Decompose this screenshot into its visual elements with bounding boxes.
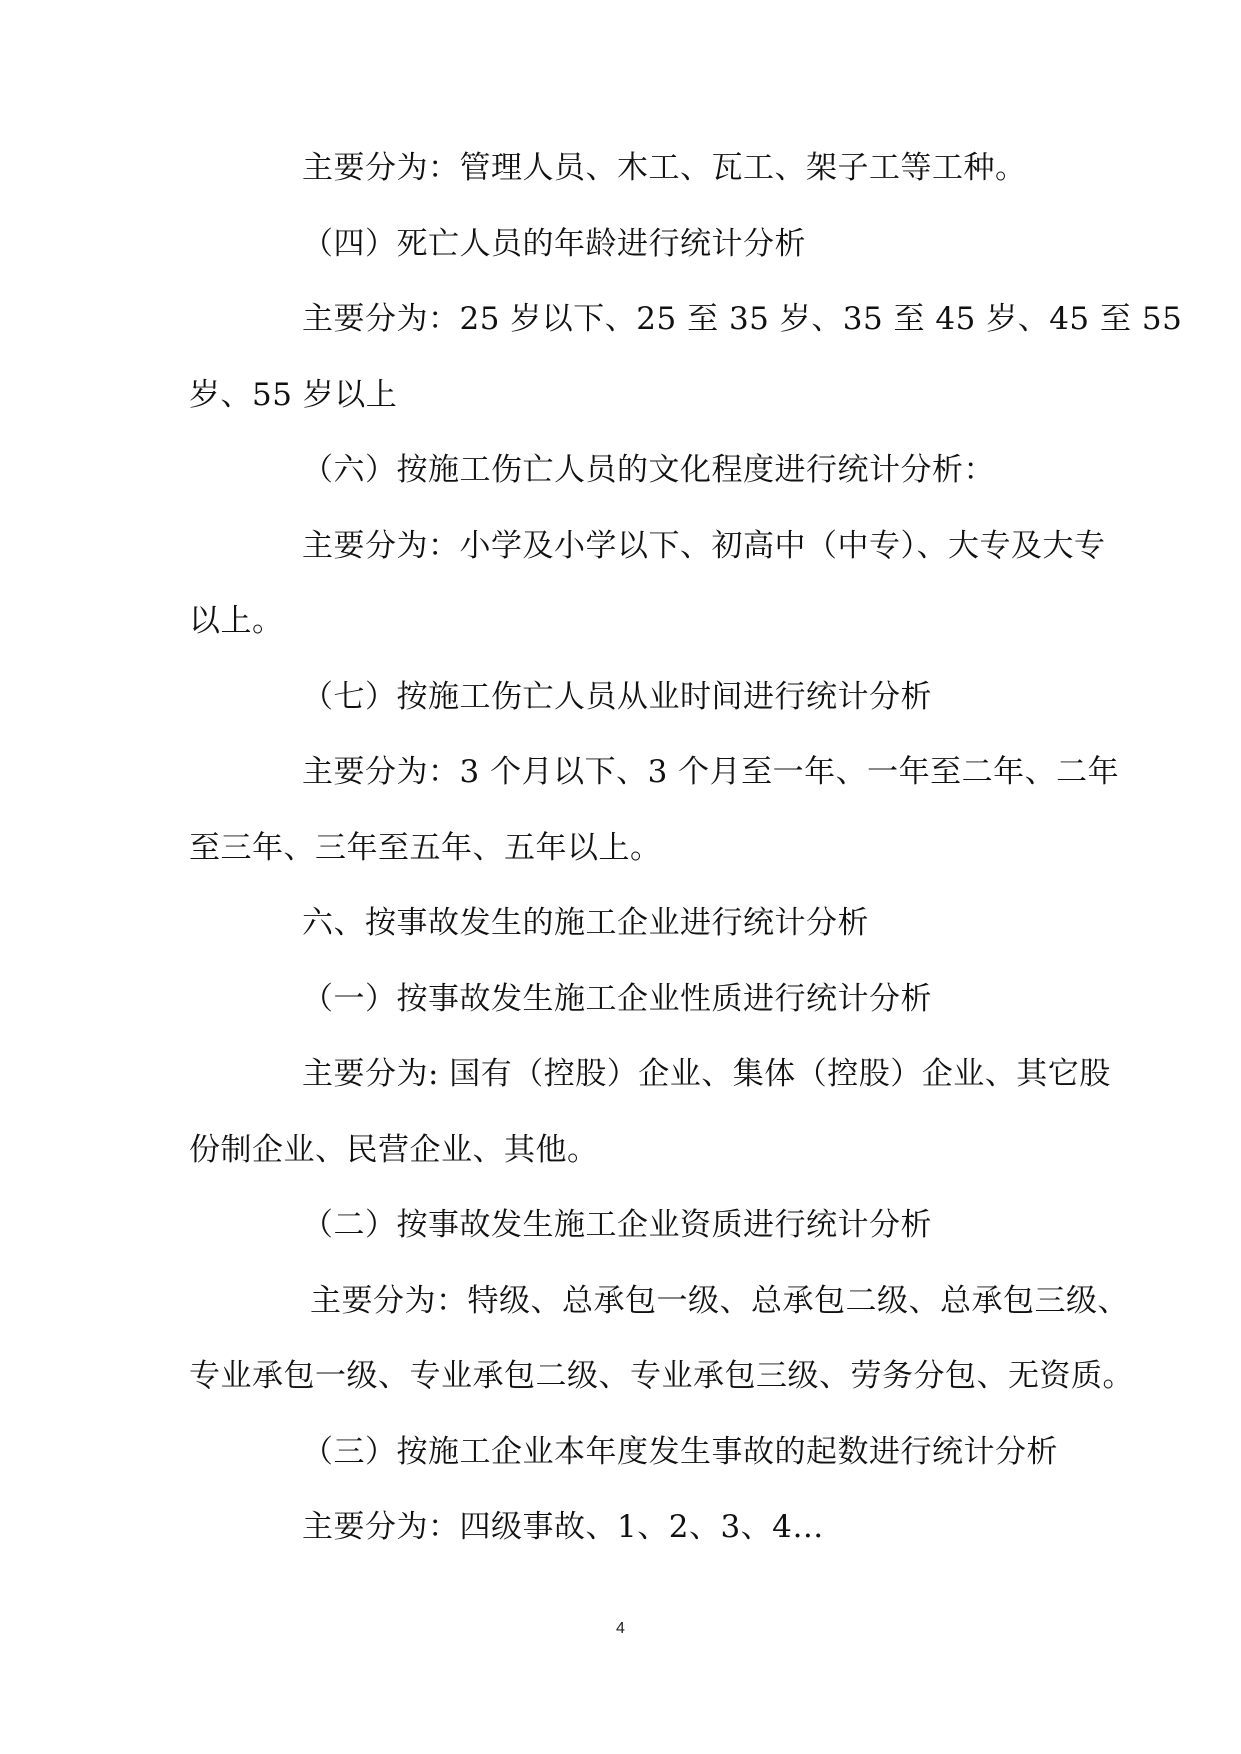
text-line-3: 主要分为：25 岁以下、25 至 35 岁、35 至 45 岁、45 至 55 <box>302 301 1183 337</box>
section-heading-6: （六）按施工伤亡人员的文化程度进行统计分析： <box>302 452 995 488</box>
text-line-14: 份制企业、民营企业、其他。 <box>189 1132 599 1168</box>
text-line-4: 岁、55 岁以上 <box>189 377 398 413</box>
text-line-9: 主要分为：3 个月以下、3 个月至一年、一年至二年、二年 <box>302 754 1120 790</box>
page-number: 4 <box>616 1620 625 1637</box>
text-line-6: 主要分为：小学及小学以下、初高中（中专）、大专及大专 <box>302 528 1106 564</box>
chapter-heading-6: 六、按事故发生的施工企业进行统计分析 <box>302 905 869 941</box>
section-heading-2: （二）按事故发生施工企业资质进行统计分析 <box>302 1207 932 1243</box>
text-line-10: 至三年、三年至五年、五年以上。 <box>189 830 662 866</box>
text-line-13: 主要分为: 国有（控股）企业、集体（控股）企业、其它股 <box>302 1056 1111 1092</box>
text-line-17: 专业承包一级、专业承包二级、专业承包三级、劳务分包、无资质。 <box>189 1358 1134 1394</box>
text-line-16: 主要分为：特级、总承包一级、总承包二级、总承包三级、 <box>310 1283 1129 1319</box>
text-line-7: 以上。 <box>189 603 284 639</box>
section-heading-4: （四）死亡人员的年龄进行统计分析 <box>302 226 806 262</box>
text-line-19: 主要分为：四级事故、1、2、3、4… <box>302 1509 824 1545</box>
text-line-1: 主要分为：管理人员、木工、瓦工、架子工等工种。 <box>302 150 1027 186</box>
section-heading-3: （三）按施工企业本年度发生事故的起数进行统计分析 <box>302 1434 1058 1470</box>
section-heading-7: （七）按施工伤亡人员从业时间进行统计分析 <box>302 679 932 715</box>
section-heading-1: （一）按事故发生施工企业性质进行统计分析 <box>302 981 932 1017</box>
